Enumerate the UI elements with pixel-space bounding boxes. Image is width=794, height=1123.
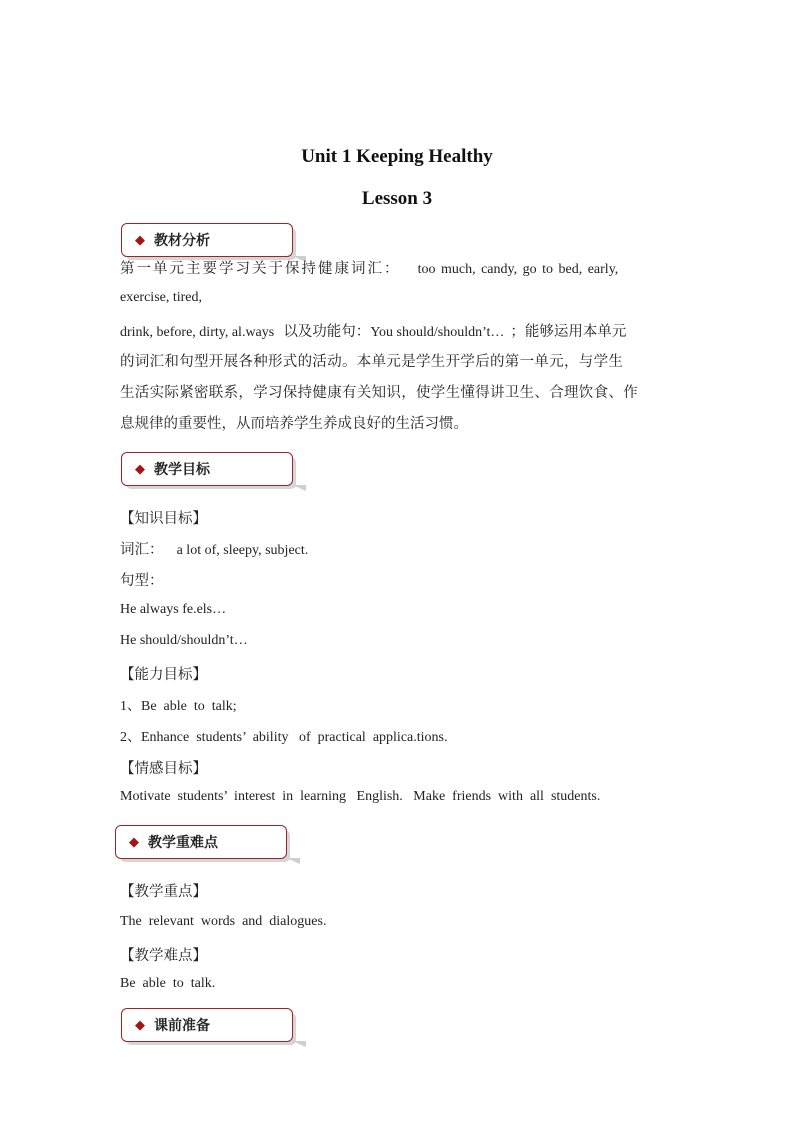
diamond-icon: ◆: [135, 461, 145, 477]
emotion-text: Motivate students’ interest in learning English. Make friends with all students.: [120, 789, 601, 804]
section-header-goals: [121, 452, 293, 486]
emotion-heading: 【情感目标】: [120, 761, 207, 777]
diamond-icon: ◆: [129, 834, 139, 850]
difficulty-heading: 【教学难点】: [120, 948, 207, 964]
section-header-prep: [121, 1008, 293, 1042]
lesson-title: Lesson 3: [361, 188, 433, 209]
analysis-line-3: drink, before, dirty, al.ways 以及功能句：You should/shouldn’t… ；能够运用本单元: [120, 324, 627, 340]
analysis-line-5: 生活实际紧密联系，学习保持健康有关知识，使学生懂得讲卫生、合理饮食、作: [120, 385, 638, 401]
knowledge-heading: 【知识目标】: [120, 511, 207, 527]
focus-heading: 【教学重点】: [120, 884, 207, 900]
sentence-label: 句型：: [120, 573, 164, 589]
section-label: 课前准备: [154, 1018, 210, 1034]
diamond-icon: ◆: [135, 232, 145, 248]
ability-1: 1、Be able to talk;: [120, 699, 237, 714]
focus-text: The relevant words and dialogues.: [120, 914, 327, 929]
ability-2: 2、Enhance students’ ability of practical applica.tions.: [120, 730, 448, 745]
document-title: Unit 1 Keeping Healthy: [301, 146, 493, 167]
analysis-line-6: 息规律的重要性，从而培养学生养成良好的生活习惯。: [120, 416, 468, 432]
box-shadow-tail: [292, 1041, 306, 1047]
section-label: 教学目标: [154, 462, 210, 478]
box-shadow-tail: [286, 858, 300, 864]
section-label: 教学重难点: [148, 835, 218, 851]
sentence-2: He should/shouldn’t…: [120, 633, 248, 648]
analysis-line-4: 的词汇和句型开展各种形式的活动。本单元是学生开学后的第一单元，与学生: [120, 354, 624, 370]
sentence-1: He always fe.els…: [120, 602, 227, 617]
section-header-analysis: [121, 223, 293, 257]
diamond-icon: ◆: [135, 1017, 145, 1033]
section-header-key-points: [115, 825, 287, 859]
analysis-line-2: exercise, tired,: [120, 290, 203, 305]
section-label: 教材分析: [154, 233, 210, 249]
difficulty-text: Be able to talk.: [120, 976, 216, 991]
vocab-line: 词汇： a lot of, sleepy, subject.: [120, 542, 309, 558]
box-shadow-tail: [292, 485, 306, 491]
analysis-line-1: 第一单元主要学习关于保持健康词汇： too much, candy, go to bed, early,: [120, 261, 619, 277]
ability-heading: 【能力目标】: [120, 667, 207, 683]
